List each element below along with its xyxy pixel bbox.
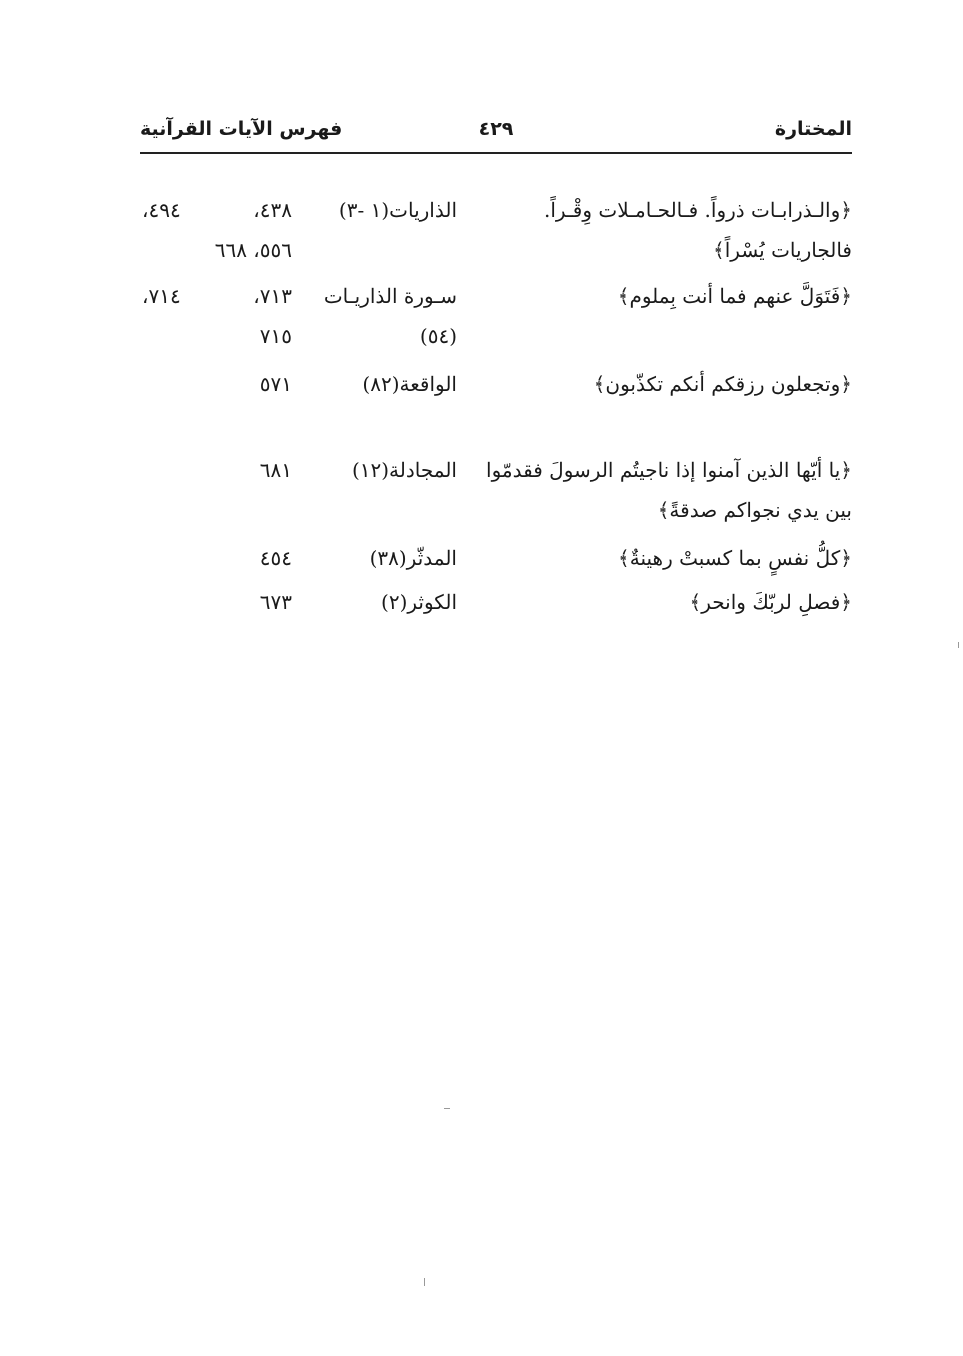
page-references xyxy=(140,364,292,404)
verse-line: ﴿يا أيّها الذين آمنوا إذا ناجيتُم الرسولَ فقدمّوا xyxy=(486,458,852,482)
page-references xyxy=(140,538,292,578)
page-ref: ٧١٤، xyxy=(142,284,181,308)
page-ref: ٥٧١ xyxy=(259,372,292,396)
surah-reference: الكوثر(٢) xyxy=(381,590,457,614)
page-ref: ٤٩٤، xyxy=(142,198,181,222)
verse-text xyxy=(472,364,852,404)
surah-reference: الواقعة(٨٢) xyxy=(362,372,457,396)
verse-line: ﴿فَتَوَلَّ عنهم فما أنت بِملوم﴾ xyxy=(617,284,852,308)
verse-text xyxy=(472,582,852,622)
surah-reference: الذاريات(١ -٣) xyxy=(338,198,457,222)
surah-reference: المدثّر(٣٨) xyxy=(369,546,457,570)
scan-speck xyxy=(424,1278,425,1286)
scan-speck xyxy=(444,1108,450,1109)
verse-line: فالجاريات يُسْراً﴾ xyxy=(713,238,852,262)
page-ref: ٤٥٤ xyxy=(259,546,292,570)
page-ref: ٧١٥ xyxy=(259,324,292,348)
verse-text xyxy=(472,538,852,578)
section-title: فهرس الآيات القرآنية xyxy=(140,118,343,140)
verse-line: ﴿كلُّ نفسٍ بما كسبتْ رهينةٌ﴾ xyxy=(618,546,852,570)
verse-line: ﴿فصلِ لربّكَ وانحر﴾ xyxy=(689,590,852,614)
surah-reference: المجادلة(١٢) xyxy=(351,458,457,482)
verse-text xyxy=(472,276,852,316)
page-references xyxy=(140,276,292,356)
page-ref: ٧١٣، xyxy=(253,284,292,308)
book-title: المختارة xyxy=(774,118,852,140)
page-ref: ٥٥٦، ٦٦٨ xyxy=(214,238,292,262)
surah-reference: سـورة الذاريـات (٥٤) xyxy=(323,284,457,348)
page-ref: ٦٧٣ xyxy=(259,590,292,614)
verse-line: بين يدي نجواكم صدقةً﴾ xyxy=(657,498,852,522)
page-number: ٤٢٩ xyxy=(478,118,514,140)
page-ref: ٤٣٨، xyxy=(253,198,292,222)
verse-line: ﴿وتجعلون رزقكم أنكم تكذّبون﴾ xyxy=(593,372,852,396)
scan-speck xyxy=(958,642,959,648)
verse-line: ﴿والـذرابـات ذرواً. فـالحـامـلات وِقْـراً. xyxy=(544,198,852,222)
page-ref: ٦٨١ xyxy=(259,458,292,482)
page-references xyxy=(140,582,292,622)
verse-text xyxy=(472,190,852,270)
page-references xyxy=(140,450,292,490)
page-references xyxy=(140,190,292,270)
page-header xyxy=(140,112,852,154)
verse-text xyxy=(472,450,852,530)
